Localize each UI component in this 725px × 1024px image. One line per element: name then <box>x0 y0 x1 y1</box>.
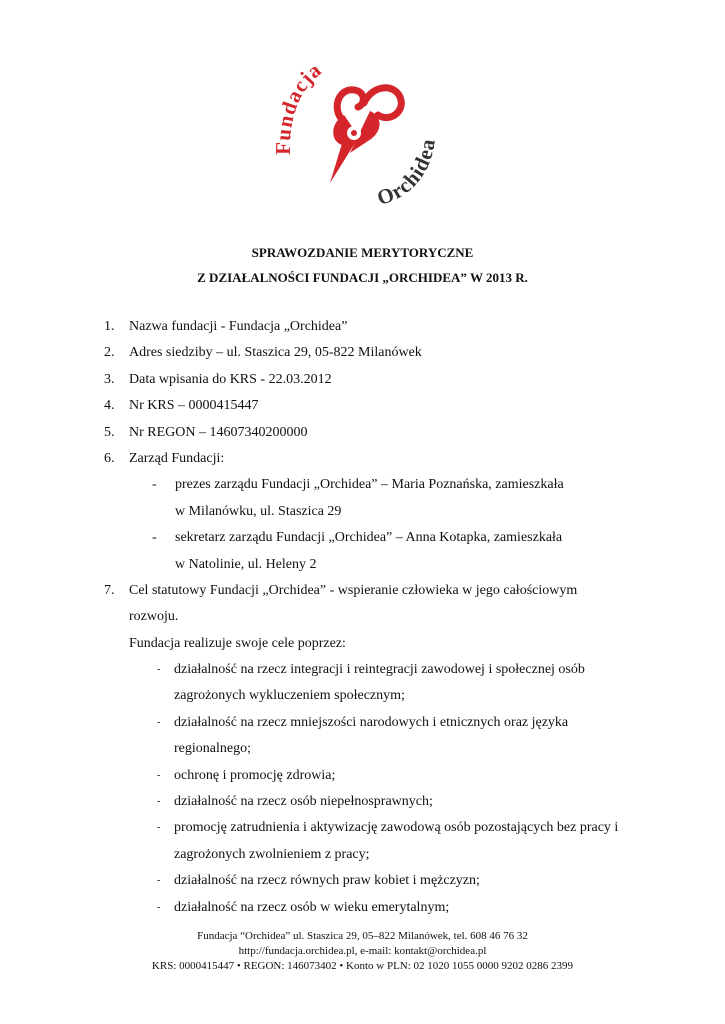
goal-item: - promocję zatrudnienia i aktywizację zawodową osób pozostających bez pracy i <box>157 820 619 836</box>
list-item: 7. Cel statutowy Fundacji „Orchidea” - wspieranie człowieka w jego całościowym <box>104 582 578 598</box>
report-title <box>0 240 725 290</box>
list-item: 2. Adres siedziby – ul. Staszica 29, 05-822 Milanówek <box>104 345 422 361</box>
list-item: 4. Nr KRS – 0000415447 <box>104 398 259 414</box>
svg-text:Fundacja <box>272 57 326 155</box>
logo-word-orchidea: Orchidea <box>373 136 440 211</box>
board-member-item-cont: w Milanówku, ul. Staszica 29 <box>175 503 342 519</box>
logo-word-fundacja: Fundacja <box>272 57 327 155</box>
goal-item: - działalność na rzecz mniejszości narodowych i etnicznych oraz języka <box>157 714 569 730</box>
list-item: 5. Nr REGON – 14607340200000 <box>104 424 308 440</box>
goal-item: - działalność na rzecz osób niepełnosprawnych; <box>157 794 433 810</box>
page-footer <box>0 929 725 974</box>
goal-item-cont: zagrożonych zwolnieniem z pracy; <box>174 846 370 862</box>
goal-item: - działalność na rzecz integracji i reintegracji zawodowej i społecznej osób <box>157 662 585 678</box>
goal-item: - działalność na rzecz osób w wieku emerytalnym; <box>157 899 450 915</box>
list-item: 1. Nazwa fundacji - Fundacja „Orchidea” <box>104 319 348 334</box>
goal-item-cont: regionalnego; <box>174 741 251 757</box>
list-item: 3. Data wpisania do KRS - 22.03.2012 <box>104 371 332 387</box>
goal-item: - działalność na rzecz równych praw kobiet i mężczyzn; <box>157 873 480 889</box>
goal-item: - ochronę i promocję zdrowia; <box>157 767 336 783</box>
svg-text:Orchidea <box>374 137 440 211</box>
board-member-item: - prezes zarządu Fundacji „Orchidea” – Maria Poznańska, zamieszkała <box>152 477 564 493</box>
goal-item-cont: zagrożonych wykluczeniem społecznym; <box>174 688 405 704</box>
foundation-logo <box>272 45 452 215</box>
list-item-cont: rozwoju. <box>129 609 179 625</box>
report-body <box>104 314 664 921</box>
list-item-cont: Fundacja realizuje swoje cele poprzez: <box>129 635 346 651</box>
title-line-1: SPRAWOZDANIE MERYTORYCZNE <box>251 245 474 260</box>
board-member-item-cont: w Natolinie, ul. Heleny 2 <box>175 556 317 572</box>
orchid-logo-graphic <box>272 45 452 215</box>
board-member-item: - sekretarz zarządu Fundacji „Orchidea” – Anna Kotapka, zamieszkała <box>152 530 563 546</box>
title-line-2: Z DZIAŁALNOŚCI FUNDACJI „ORCHIDEA” W 2013 R. <box>197 270 528 285</box>
footer-contact: http://fundacja.orchidea.pl, e-mail: kontakt@orchidea.pl <box>238 945 487 957</box>
footer-address: Fundacja “Orchidea” ul. Staszica 29, 05–822 Milanówek, tel. 608 46 76 32 <box>197 930 528 942</box>
footer-registry: KRS: 0000415447 • REGON: 146073402 • Konto w PLN: 02 1020 1055 0000 9202 0286 2399 <box>151 960 574 972</box>
list-item: 6. Zarząd Fundacji: <box>104 450 225 466</box>
